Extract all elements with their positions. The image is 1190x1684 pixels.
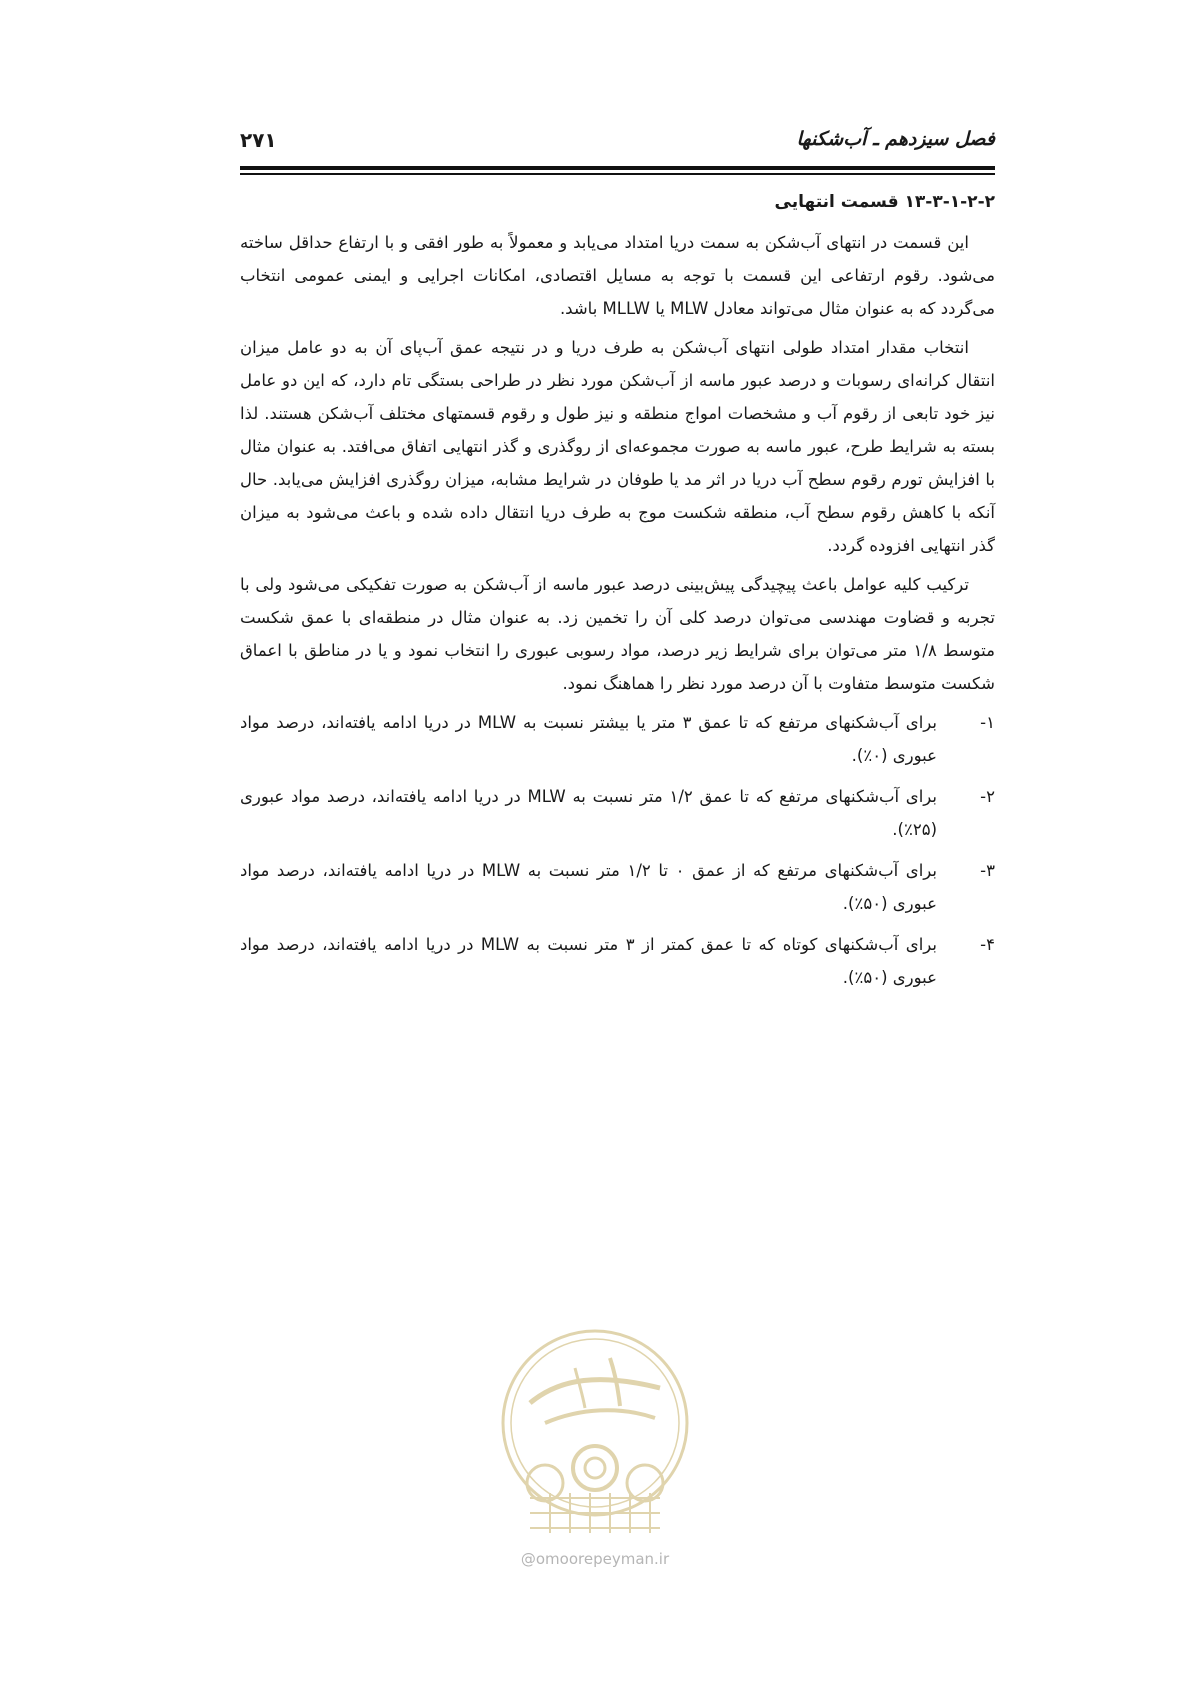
chapter-title: فصل سیزدهم ـ آب‌شکنها — [796, 128, 995, 150]
conditions-list — [240, 706, 995, 994]
list-item-number: ۳- — [980, 861, 995, 880]
list-item — [240, 928, 995, 994]
page-header — [240, 128, 995, 156]
paragraph-2: انتخاب مقدار امتداد طولی انتهای آب‌شکن به طرف دریا و در نتیجه عمق آب‌پای آن به دو عامل میزان انتقال کرانه‌ای رسوبات و درصد عبور ماسه از آب‌شکن مورد نظر در طراحی بستگی تام دارد، که این دو عامل نیز خود تابعی از رقوم آب و مشخصات امواج منطقه و نیز طول و رقوم قسمتهای مختلف آب‌شکن هستند. لذا بسته به شرایط طرح، عبور ماسه به صورت مجموعه‌ای از روگذری و گذر انتهایی اتفاق می‌افتد. به عنوان مثال با افزایش تورم رقوم سطح آب دریا در اثر مد یا طوفان در شرایط مشابه، میزان روگذری افزایش می‌یابد. حال آنکه با کاهش رقوم سطح آب، منطقه شکست موج به طرف دریا انتقال داده شده و باعث می‌شود به میزان گذر انتهایی افزوده گردد. — [240, 338, 995, 555]
list-item-number: ۴- — [980, 935, 995, 954]
watermark — [490, 1318, 700, 1608]
list-item — [240, 780, 995, 846]
page-number: ۲۷۱ — [240, 128, 277, 152]
list-item-text: برای آب‌شکنهای مرتفع که تا عمق ۳ متر یا بیشتر نسبت به MLW در دریا ادامه یافته‌اند، درصد مواد عبوری (۰٪). — [240, 713, 937, 765]
watermark-logo-icon — [490, 1318, 700, 1548]
list-item-text: برای آب‌شکنهای مرتفع که از عمق ۰ تا ۱/۲ متر نسبت به MLW در دریا ادامه یافته‌اند، درصد مواد عبوری (۵۰٪). — [240, 861, 937, 913]
list-item-text: برای آب‌شکنهای مرتفع که تا عمق ۱/۲ متر نسبت به MLW در دریا ادامه یافته‌اند، درصد مواد عبوری (۲۵٪). — [240, 787, 937, 839]
list-item — [240, 706, 995, 772]
list-item-number: ۱- — [980, 713, 995, 732]
header-rule-thin — [240, 173, 995, 175]
paragraph-1: این قسمت در انتهای آب‌شکن به سمت دریا امتداد می‌یابد و معمولاً به طور افقی و با ارتفاع حداقل ساخته می‌شود. رقوم ارتفاعی این قسمت با توجه به مسایل اقتصادی، امکانات اجرایی و ایمنی عمومی انتخاب می‌گردد که به عنوان مثال می‌تواند معادل MLW یا MLLW باشد. — [240, 233, 995, 318]
header-rule-thick — [240, 166, 995, 170]
body-content — [240, 186, 995, 1002]
list-item-text: برای آب‌شکنهای کوتاه که تا عمق کمتر از ۳ متر نسبت به MLW در دریا ادامه یافته‌اند، درصد مواد عبوری (۵۰٪). — [240, 935, 937, 987]
list-item — [240, 854, 995, 920]
section-title: ۱۳-۳-۱-۲-۲ قسمت انتهایی — [774, 192, 995, 212]
paragraph-3: ترکیب کلیه عوامل باعث پیچیدگی پیش‌بینی درصد عبور ماسه از آب‌شکن به صورت تفکیکی می‌شود ولی با تجربه و قضاوت مهندسی می‌توان درصد کلی آن را تخمین زد. به عنوان مثال در منطقه‌ای با عمق شکست متوسط ۱/۸ متر می‌توان برای شرایط زیر درصد، مواد رسوبی عبوری را انتخاب نمود و یا در مناطق با اعماق شکست متوسط متفاوت با آن درصد مورد نظر را هماهنگ نمود. — [240, 575, 995, 693]
list-item-number: ۲- — [980, 787, 995, 806]
watermark-url: @omoorepeyman.ir — [520, 1550, 670, 1568]
